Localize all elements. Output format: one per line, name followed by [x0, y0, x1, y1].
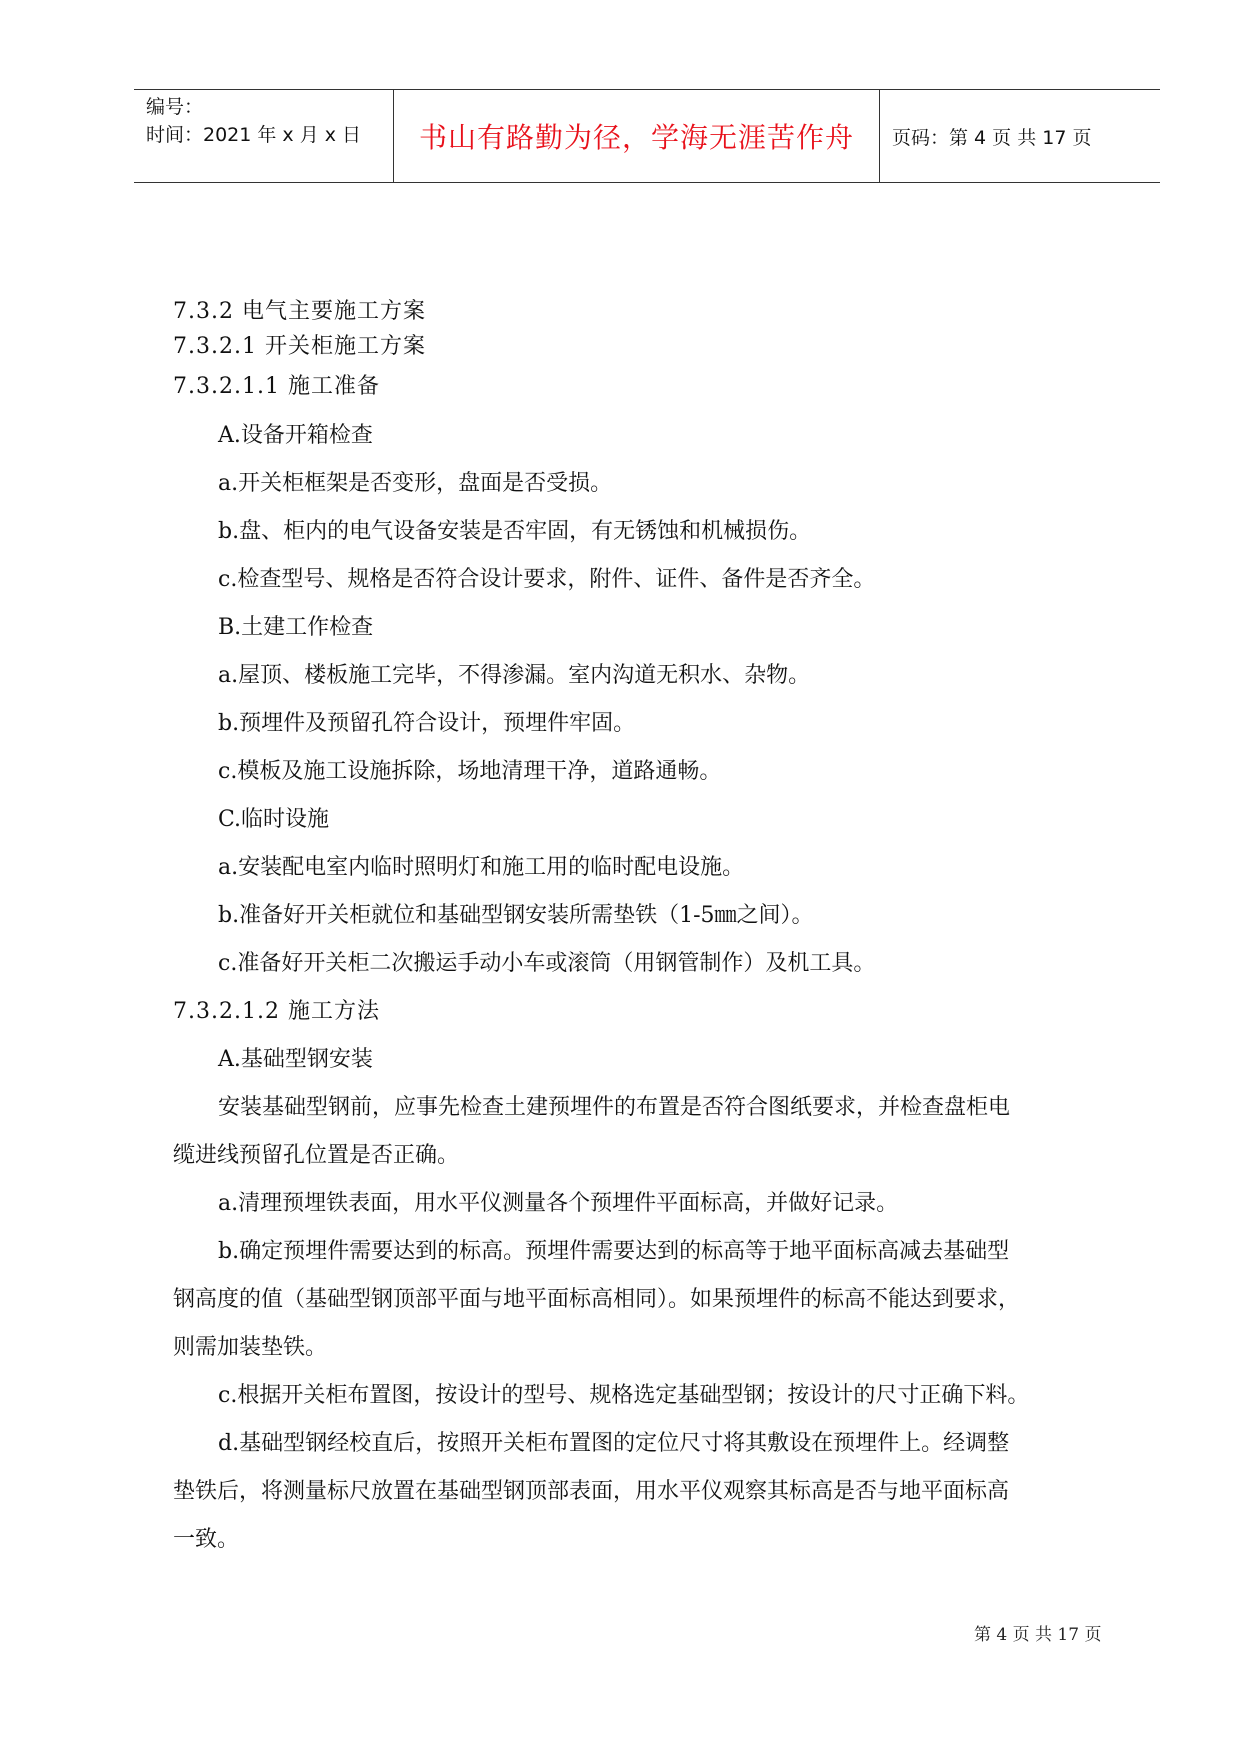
list-item: c.准备好开关柜二次搬运手动小车或滚筒（用钢管制作）及机工具。: [218, 951, 876, 976]
header-motto-cell: [394, 90, 880, 182]
header-page-code: 页码：第 4 页 共 17 页: [892, 126, 1092, 149]
header-page-cell: [880, 90, 1160, 182]
paragraph-line: 则需加装垫铁。: [173, 1335, 328, 1360]
header-time-label: 时间：2021 年 x 月 x 日: [146, 124, 362, 146]
list-item: a.屋顶、楼板施工完毕，不得渗漏。室内沟道无积水、杂物。: [218, 663, 811, 688]
item-heading: B.土建工作检查: [218, 615, 374, 640]
list-item: a.清理预埋铁表面，用水平仪测量各个预埋件平面标高，并做好记录。: [218, 1191, 899, 1216]
item-heading: C.临时设施: [218, 807, 330, 832]
list-item: b.预埋件及预留孔符合设计，预埋件牢固。: [218, 711, 636, 736]
paragraph-line: 钢高度的值（基础型钢顶部平面与地平面标高相同）。如果预埋件的标高不能达到要求，: [173, 1287, 1021, 1312]
list-item: b.确定预埋件需要达到的标高。预埋件需要达到的标高等于地平面标高减去基础型: [218, 1239, 1010, 1264]
list-item: d.基础型钢经校直后，按照开关柜布置图的定位尺寸将其敷设在预埋件上。经调整: [218, 1431, 1010, 1456]
document-header: [134, 89, 1160, 183]
subsubsection-heading: 7.3.2.1.1 施工准备: [173, 374, 380, 399]
list-item: a.安装配电室内临时照明灯和施工用的临时配电设施。: [218, 855, 745, 880]
list-item: c.检查型号、规格是否符合设计要求，附件、证件、备件是否齐全。: [218, 567, 876, 592]
list-item: c.模板及施工设施拆除，场地清理干净，道路通畅。: [218, 759, 722, 784]
header-motto: 书山有路勤为径，学海无涯苦作舟: [418, 121, 854, 154]
header-number-label: 编号：: [146, 96, 204, 118]
page-footer: 第 4 页 共 17 页: [974, 1625, 1102, 1645]
paragraph-line: 安装基础型钢前，应事先检查土建预埋件的布置是否符合图纸要求，并检查盘柜电: [218, 1095, 1011, 1120]
list-item: a.开关柜框架是否变形，盘面是否受损。: [218, 471, 613, 496]
paragraph-line: 一致。: [173, 1527, 240, 1552]
subsubsection-heading: 7.3.2.1.2 施工方法: [173, 999, 380, 1024]
item-heading: A.设备开箱检查: [218, 423, 373, 448]
list-item: b.盘、柜内的电气设备安装是否牢固，有无锈蚀和机械损伤。: [218, 519, 812, 544]
header-meta-cell: [134, 90, 394, 182]
list-item: c.根据开关柜布置图，按设计的型号、规格选定基础型钢；按设计的尺寸正确下料。: [218, 1383, 1030, 1408]
paragraph-line: 垫铁后，将测量标尺放置在基础型钢顶部表面，用水平仪观察其标高是否与地平面标高: [173, 1479, 1010, 1504]
item-heading: A.基础型钢安装: [218, 1047, 373, 1072]
list-item: b.准备好开关柜就位和基础型钢安装所需垫铁（1-5㎜之间）。: [218, 903, 814, 928]
section-heading: 7.3.2 电气主要施工方案: [173, 299, 426, 324]
subsection-heading: 7.3.2.1 开关柜施工方案: [173, 334, 426, 359]
paragraph-line: 缆进线预留孔位置是否正确。: [173, 1143, 460, 1168]
